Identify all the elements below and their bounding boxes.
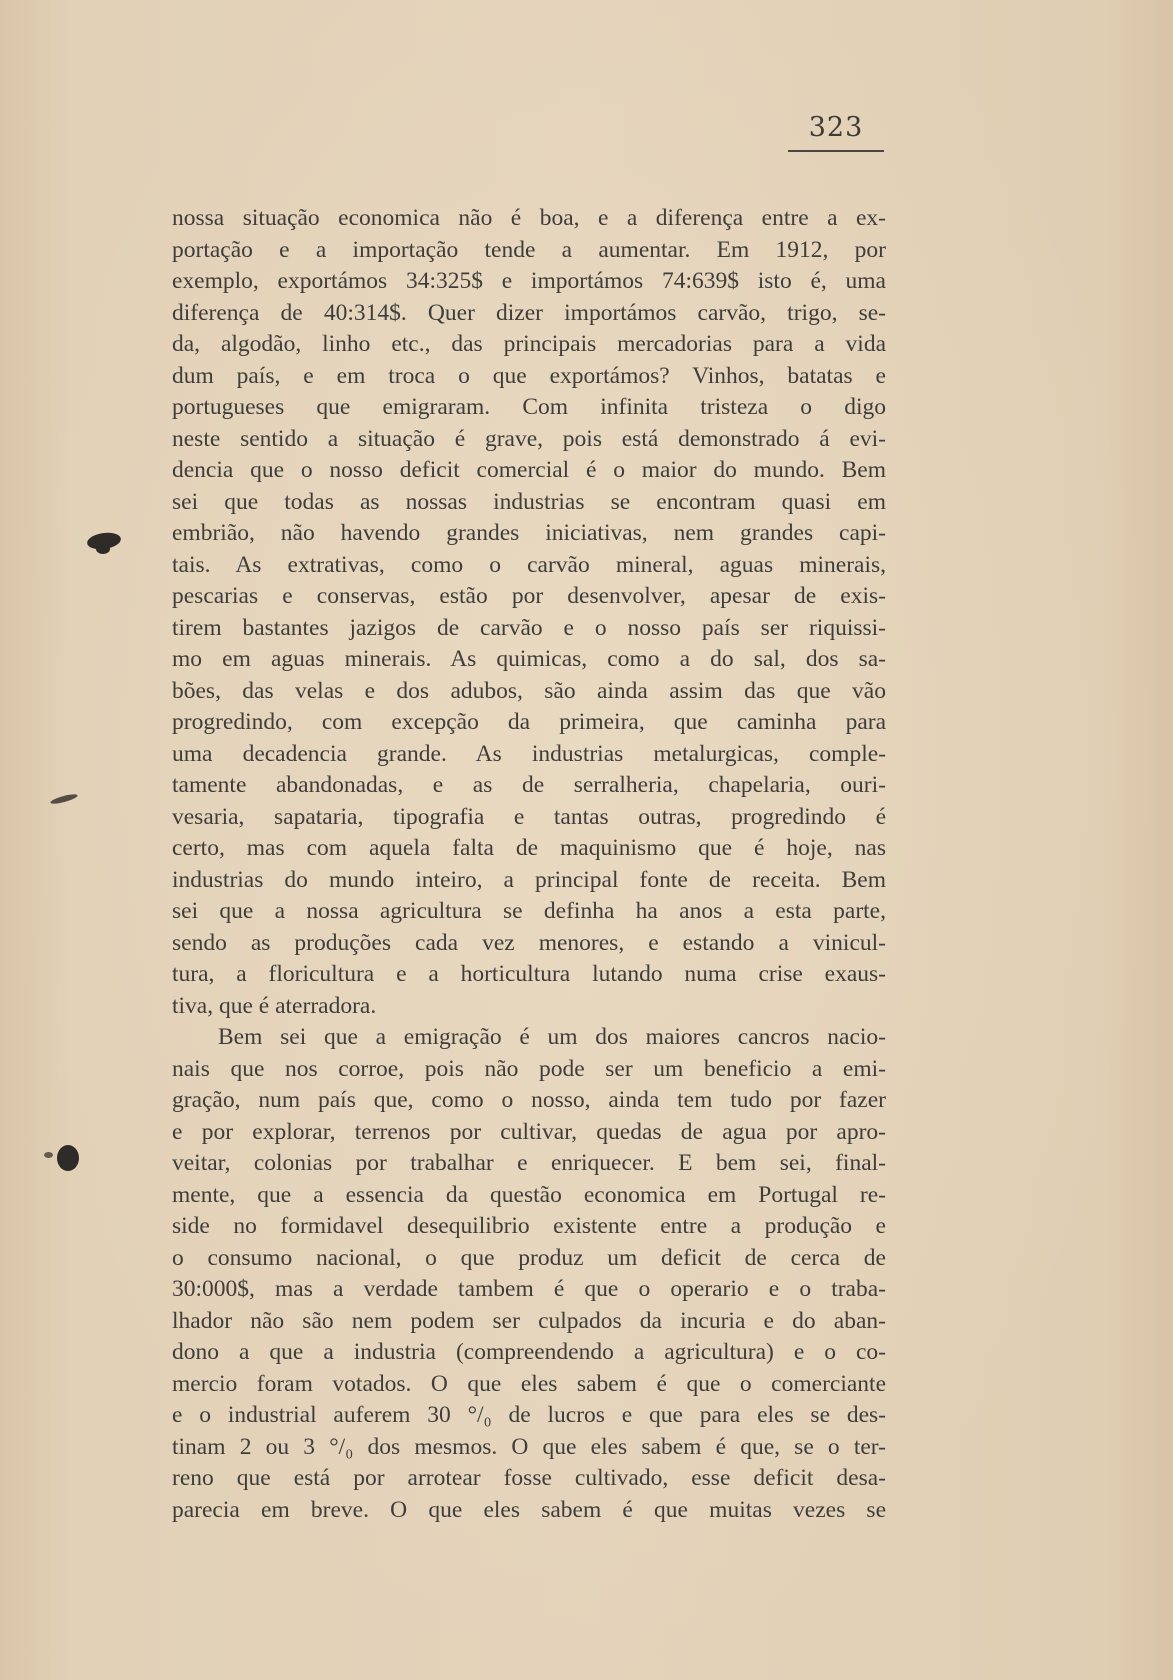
text-line: o consumo nacional, o que produz um deficit de cerca de [172, 1244, 886, 1271]
text-line: tais. As extrativas, como o carvão mineral, aguas minerais, [172, 551, 886, 578]
text-line: da, algodão, linho etc., das principais mercadorias para a vida [172, 331, 886, 357]
text-line: 30:000$, mas a verdade tambem é que o operario e o traba- [172, 1276, 886, 1302]
text-line: reno que está por arrotear fosse cultivado, esse deficit desa- [172, 1465, 886, 1491]
text-line: diferença de 40:314$. Quer dizer importámos carvão, trigo, se- [172, 299, 886, 326]
text-line: tamente abandonadas, e as de serralheria, chapelaria, ouri- [172, 772, 886, 798]
text-line: tirem bastantes jazigos de carvão e o nosso país ser riquissi- [172, 614, 886, 641]
text-line: exemplo, exportámos 34:325$ e importámos 74:639$ isto é, uma [172, 268, 886, 294]
page-number-underline [788, 150, 884, 152]
text-line: nossa situação economica não é boa, e a diferença entre a ex- [172, 205, 886, 231]
text-line: Bem sei que a emigração é um dos maiores cancros nacio- [218, 1024, 886, 1050]
text-line: mercio foram votados. O que eles sabem é que o comerciante [172, 1370, 886, 1397]
text-line: side no formidavel desequilibrio existente entre a produção e [172, 1213, 886, 1239]
page-number: 323 [808, 112, 864, 143]
ink-blot-mark [44, 1152, 53, 1158]
text-line: lhador não são nem podem ser culpados da incuria e do aban- [172, 1307, 886, 1334]
body-text [172, 203, 886, 1526]
text-line: mo em aguas minerais. As quimicas, como a do sal, dos sa- [172, 646, 886, 672]
text-line: parecia em breve. O que eles sabem é que muitas vezes se [172, 1496, 886, 1523]
text-line: e por explorar, terrenos por cultivar, quedas de agua por apro- [172, 1118, 886, 1145]
text-line: dum país, e em troca o que exportámos? Vinhos, batatas e [172, 362, 886, 389]
text-line: certo, mas com aquela falta de maquinismo que é hoje, nas [172, 835, 886, 861]
text-line: portação e a importação tende a aumentar. Em 1912, por [172, 236, 886, 263]
ink-blot-mark [57, 1145, 79, 1171]
text-line: nais que nos corroe, pois não pode ser um beneficio a emi- [172, 1055, 886, 1082]
text-line: dencia que o nosso deficit comercial é o maior do mundo. Bem [172, 457, 886, 483]
text-line: progredindo, com excepção da primeira, que caminha para [172, 709, 886, 735]
text-line: tinam 2 ou 3 °/₀ dos mesmos. O que eles sabem é que, se o ter- [172, 1433, 886, 1460]
text-line: sendo as produções cada vez menores, e estando a vinicul- [172, 929, 886, 956]
text-line: embrião, não havendo grandes iniciativas, nem grandes capi- [172, 520, 886, 546]
text-line: uma decadencia grande. As industrias metalurgicas, comple- [172, 740, 886, 767]
text-line: veitar, colonias por trabalhar e enriquecer. E bem sei, final- [172, 1150, 886, 1176]
text-line: tura, a floricultura e a horticultura lutando numa crise exaus- [172, 961, 886, 987]
text-line: vesaria, sapataria, tipografia e tantas outras, progredindo é [172, 803, 886, 830]
text-line: dono a que a industria (compreendendo a agricultura) e o co- [172, 1339, 886, 1365]
text-line: pescarias e conservas, estão por desenvolver, apesar de exis- [172, 583, 886, 609]
text-line: tiva, que é aterradora. [172, 992, 377, 1019]
text-line: mente, que a essencia da questão economica em Portugal re- [172, 1181, 886, 1208]
text-line: bões, das velas e dos adubos, são ainda assim das que vão [172, 677, 886, 704]
ink-blot-mark [96, 544, 110, 554]
text-line: e o industrial auferem 30 °/₀ de lucros e que para eles se des- [172, 1402, 886, 1428]
text-line: portugueses que emigraram. Com infinita tristeza o digo [172, 394, 886, 420]
text-line: sei que todas as nossas industrias se encontram quasi em [172, 488, 886, 515]
ink-blot-mark [50, 792, 79, 805]
text-line: industrias do mundo inteiro, a principal fonte de receita. Bem [172, 866, 886, 893]
text-line: gração, num país que, como o nosso, ainda tem tudo por fazer [172, 1087, 886, 1113]
text-line: sei que a nossa agricultura se definha ha anos a esta parte, [172, 898, 886, 924]
text-line: neste sentido a situação é grave, pois está demonstrado á evi- [172, 425, 886, 452]
